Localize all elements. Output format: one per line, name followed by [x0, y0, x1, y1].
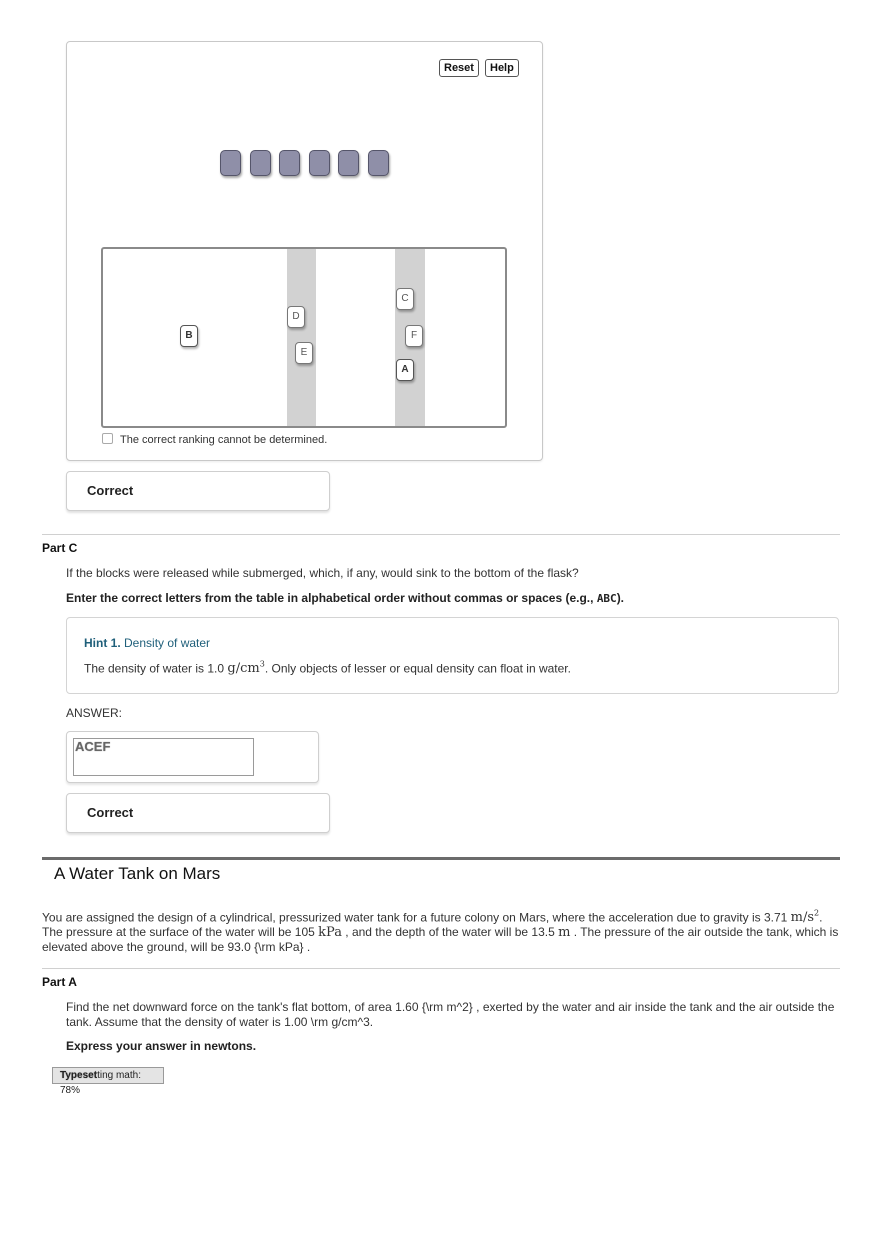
ranking-panel: [66, 41, 543, 461]
hint-text-prefix: The density of water is 1.0: [84, 661, 228, 676]
block-a[interactable]: A: [396, 359, 414, 381]
divider: [42, 968, 840, 969]
intro-line-2: The pressure at the surface of the water will be 105 kPa , and the depth of the water will be 13.5 m . The pressure of the air outside the tank, which is: [42, 925, 839, 941]
hint-text: [84, 660, 571, 676]
part-c-label: Part C: [42, 541, 78, 555]
block-d[interactable]: D: [287, 306, 305, 328]
answer-box: [66, 731, 319, 783]
part-c-question: If the blocks were released while submerged, which, if any, would sink to the bottom of the flask?: [66, 566, 579, 580]
block-f[interactable]: F: [405, 325, 423, 347]
cannot-determine-option[interactable]: [102, 433, 327, 446]
ranking-slot-5[interactable]: [338, 150, 359, 176]
part-a-question-line-1: Find the net downward force on the tank's flat bottom, of area 1.60 {\rm m^2} , exerted by the water and air inside the tank and the air outside the: [66, 1000, 835, 1014]
ranking-slot-3[interactable]: [279, 150, 300, 176]
ranking-slot-2[interactable]: [250, 150, 271, 176]
part-a-label: Part A: [42, 975, 77, 989]
cannot-determine-label: The correct ranking cannot be determined.: [120, 434, 328, 446]
block-e[interactable]: E: [295, 342, 313, 364]
ranking-slot-4[interactable]: [309, 150, 330, 176]
hint-title[interactable]: [84, 636, 210, 650]
instruction-text: Enter the correct letters from the table in alphabetical order without commas or spaces (e.g.,: [66, 591, 597, 605]
intro-paragraph: [42, 906, 842, 955]
intro-line-1: You are assigned the design of a cylindrical, pressurized water tank for a future colony on Mars, where the acceleration due to gravity is 3.71 $m/s^2$.: [42, 909, 823, 926]
part-a-instruction: Express your answer in newtons.: [66, 1039, 257, 1053]
part-c-instruction: [66, 591, 624, 606]
density-unit: $g/cm^3$: [227, 660, 265, 677]
hint-box: [66, 617, 839, 694]
reset-button[interactable]: Reset: [439, 59, 479, 77]
instruction-example: ABC: [596, 592, 617, 605]
section-title: A Water Tank on Mars: [54, 864, 221, 883]
pressure-unit: kPa: [318, 925, 342, 941]
typesetting-status: [52, 1067, 164, 1096]
divider: [42, 534, 840, 535]
ranking-slot-1[interactable]: [220, 150, 241, 176]
part-a-question: [66, 1000, 841, 1030]
answer-label: ANSWER:: [66, 706, 123, 720]
help-button[interactable]: Help: [485, 59, 519, 77]
block-b[interactable]: B: [180, 325, 198, 347]
block-c[interactable]: C: [396, 288, 414, 310]
section-divider: [42, 857, 840, 860]
intro-line-3: elevated above the ground, will be 93.0 {\rm kPa} .: [42, 940, 311, 955]
ranking-slot-6[interactable]: [368, 150, 389, 176]
block-drop-area[interactable]: [101, 247, 507, 428]
hint-title-text: Density of water: [124, 636, 211, 650]
typeset-progress: ting math: 78%: [60, 1070, 141, 1096]
cannot-determine-checkbox[interactable]: [102, 433, 113, 444]
typeset-bold: Typeset: [60, 1070, 98, 1081]
instruction-suffix: ).: [616, 591, 625, 605]
hint-number: Hint 1.: [84, 636, 121, 650]
gravity-unit: $m/s^2$: [790, 909, 820, 926]
item-column-stripe: [287, 249, 316, 426]
part-a-question-line-2: tank. Assume that the density of water is 1.00 \rm g/cm^3.: [66, 1015, 374, 1029]
hint-text-suffix: . Only objects of lesser or equal density can float in water.: [264, 661, 571, 676]
part-b-feedback: Correct: [66, 471, 330, 511]
part-c-feedback: Correct: [66, 793, 330, 833]
depth-unit: m: [558, 925, 571, 941]
answer-input[interactable]: ACEF: [73, 738, 254, 776]
